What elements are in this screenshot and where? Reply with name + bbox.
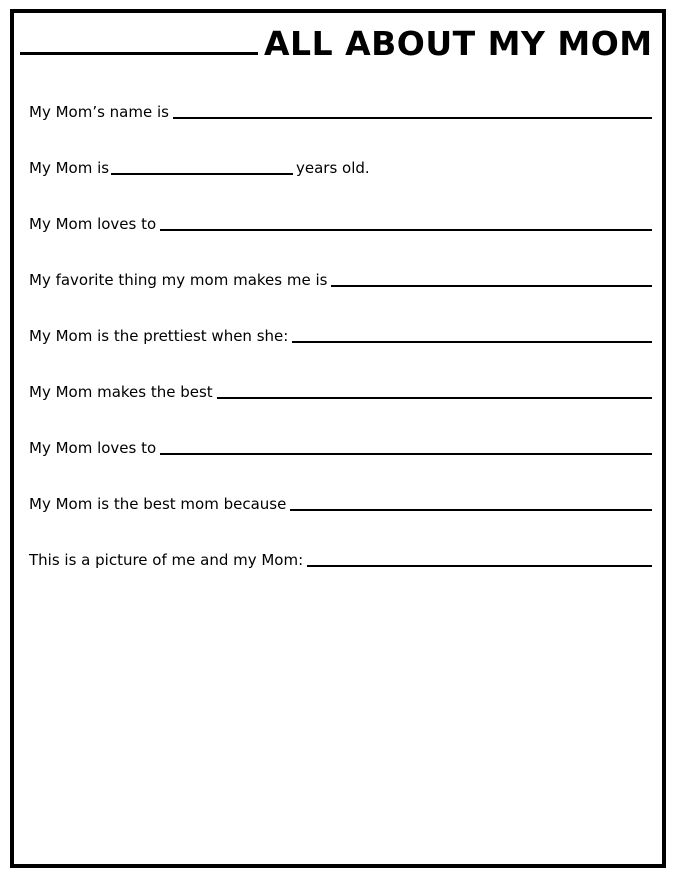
answer-blank[interactable]: [331, 285, 652, 287]
answer-blank[interactable]: [292, 341, 652, 343]
prompt-label: This is a picture of me and my Mom:: [29, 551, 304, 569]
prompt-label: My Mom makes the best: [29, 383, 213, 401]
answer-blank[interactable]: [290, 509, 652, 511]
prompt-favorite-thing: [29, 270, 652, 290]
prompt-label: My Mom loves to: [29, 439, 157, 457]
prompt-mom-loves-to-1: [29, 214, 652, 234]
answer-blank[interactable]: [160, 453, 652, 455]
name-blank-line[interactable]: [20, 52, 258, 55]
answer-blank[interactable]: [111, 173, 293, 175]
answer-blank[interactable]: [217, 397, 652, 399]
prompt-label: My Mom loves to: [29, 215, 157, 233]
prompt-label: My Mom’s name is: [29, 103, 169, 121]
answer-blank[interactable]: [307, 565, 652, 567]
title-row: [20, 22, 660, 66]
prompt-label: My Mom is: [29, 159, 110, 177]
prompt-suffix: years old.: [296, 159, 370, 177]
prompt-makes-the-best: [29, 382, 652, 402]
answer-blank[interactable]: [173, 117, 652, 119]
prompt-moms-age: [29, 158, 652, 178]
prompt-best-mom-because: [29, 494, 652, 514]
prompt-picture: [29, 550, 652, 570]
prompt-mom-loves-to-2: [29, 438, 652, 458]
prompt-moms-name: [29, 102, 652, 122]
prompt-label: My favorite thing my mom makes me is: [29, 271, 328, 289]
prompt-label: My Mom is the prettiest when she:: [29, 327, 289, 345]
prompt-prettiest-when: [29, 326, 652, 346]
page-title: ALL ABOUT MY MOM: [264, 24, 653, 63]
prompt-label: My Mom is the best mom because: [29, 495, 287, 513]
answer-blank[interactable]: [160, 229, 652, 231]
